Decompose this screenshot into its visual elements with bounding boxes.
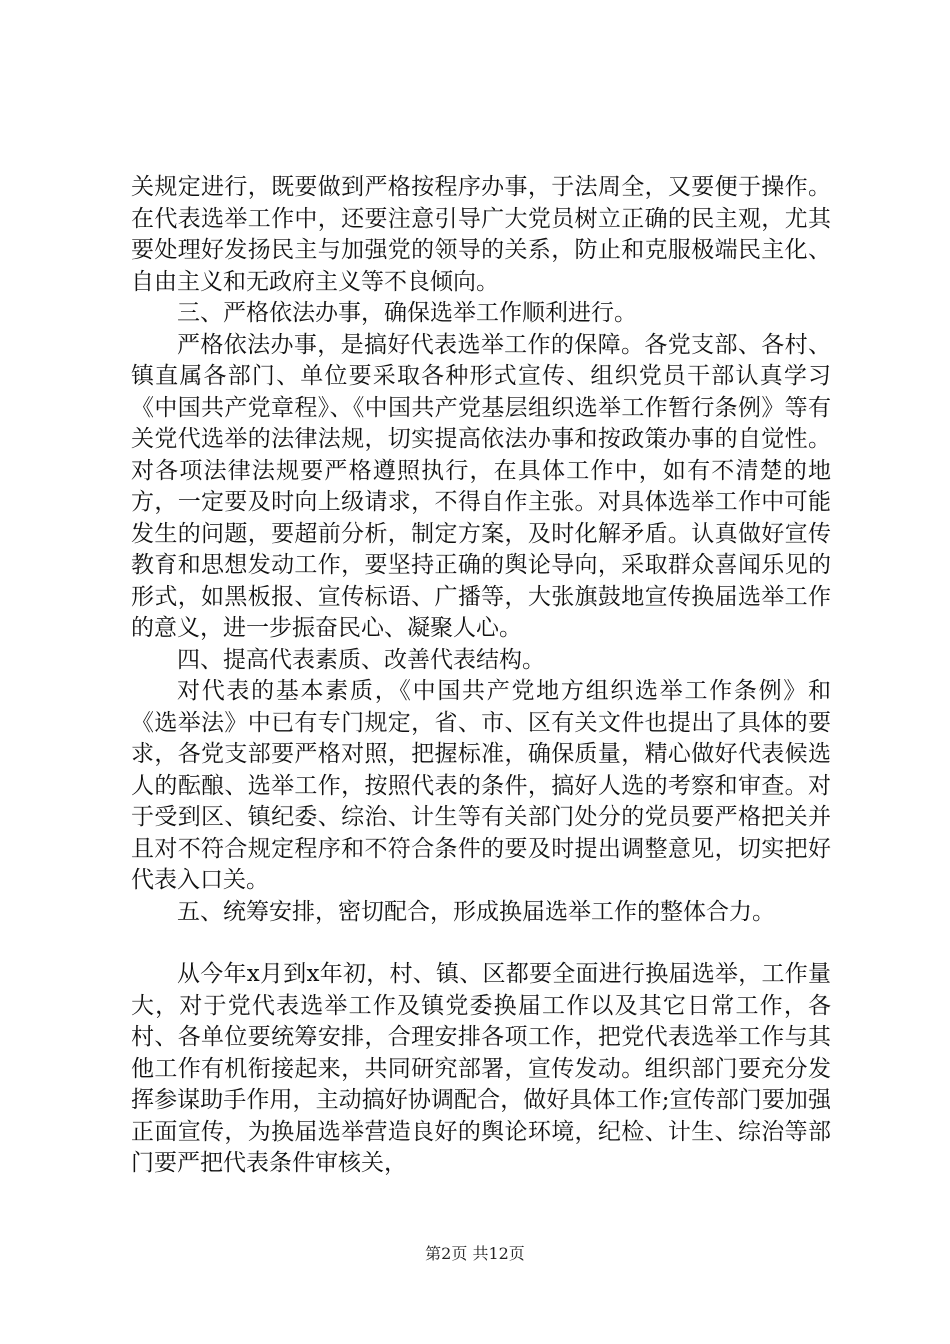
section-heading-5: 五、统筹安排，密切配合，形成换届选举工作的整体合力。 xyxy=(177,898,775,925)
section-heading-3: 三、严格依法办事，确保选举工作顺利进行。 xyxy=(177,300,637,326)
paragraph-section-3: 严格依法办事，是搞好代表选举工作的保障。各党支部、各村、镇直属各部门、单位要采取各种形式宣传、组织党员干部认真学习《中国共产党章程》、《中国共产党基层组织选举工作暂行条例》等有关党代选举的法律法规，切实提高依法办事和按政策办事的自觉性。对各项法律法规要严格遵照执行，在具体工作中，如有不清楚的地方，一定要及时向上级请求，不得自作主张。对具体选举工作中可能发生的问题，要超前分析，制定方案，及时化解矛盾。认真做好宣传教育和思想发动工作，要坚持正确的舆论导向，采取群众喜闻乐见的形式，如黑板报、宣传标语、广播等，大张旗鼓地宣传换届选举工作的意义，进一步振奋民心、凝聚人心。 xyxy=(131,331,831,641)
paragraph-continuation: 关规定进行，既要做到严格按程序办事，于法周全，又要便于操作。在代表选举工作中，还要注意引导广大党员树立正确的民主观，尤其要处理好发扬民主与加强党的领导的关系，防止和克服极端民主化、自由主义和无政府主义等不良倾向。 xyxy=(131,174,831,295)
paragraph-gap xyxy=(131,928,831,959)
paragraph-section-5: 从今年x月到x年初，村、镇、区都要全面进行换届选举，工作量大，对于党代表选举工作及镇党委换届工作以及其它日常工作，各村、各单位要统筹安排，合理安排各项工作，把党代表选举工作与其他工作有机衔接起来，共同研究部署，宣传发动。组织部门要充分发挥参谋助手作用，主动搞好协调配合，做好具体工作;宣传部门要加强正面宣传，为换届选举营造良好的舆论环境，纪检、计生、综治等部门要严把代表条件审核关， xyxy=(131,961,831,1176)
paragraph-section-4: 对代表的基本素质，《中国共产党地方组织选举工作条例》和《选举法》中已有专门规定，省、市、区有关文件也提出了具体的要求，各党支部要严格对照，把握标准，确保质量，精心做好代表候选人的酝酿、选举工作，按照代表的条件，搞好人选的考察和审查。对于受到区、镇纪委、综治、计生等有关部门处分的党员要严格把关并且对不符合规定程序和不符合条件的要及时提出调整意见，切实把好代表入口关。 xyxy=(131,678,831,893)
page-number-footer: 第2页 共12页 xyxy=(425,1244,525,1263)
document-body xyxy=(131,172,831,1180)
section-heading-4: 四、提高代表素质、改善代表结构。 xyxy=(177,646,545,673)
